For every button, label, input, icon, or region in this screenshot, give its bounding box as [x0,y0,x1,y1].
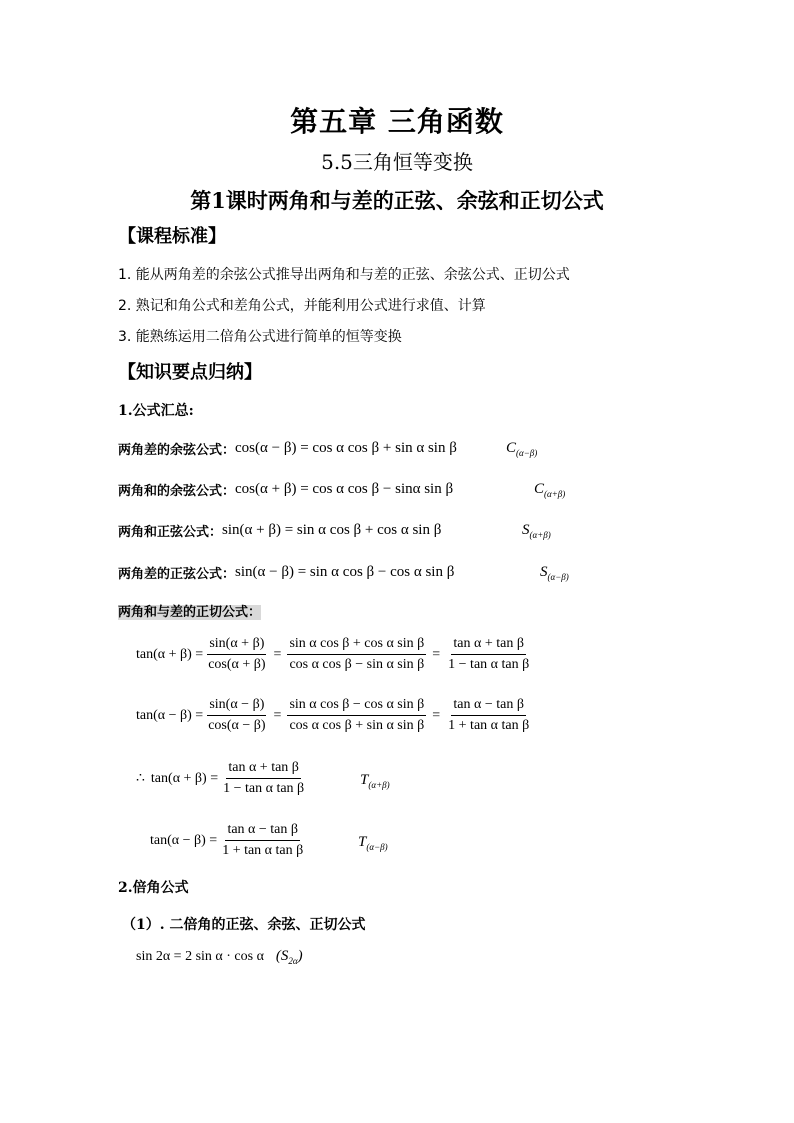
double-angle-label: 2.倍角公式 [118,880,189,896]
formula-tag-sin-double: $(S_{2\alpha})$ [275,948,303,966]
fraction: $\frac{\sin(\alpha + \beta)}{\cos(\alpha + \beta)}$ [208,636,266,672]
fraction: $\frac{\text{tan α − tan β}}{\text{1 + tan α tan β}}$ [448,697,530,733]
formula-expression: cos(α − β) = cos α cos β + sin α sin β [235,439,457,456]
fraction: $\frac{\text{tan α + tan β}}{\text{1 − tan α tan β}}$ [448,636,530,672]
formula-label: 两角和正弦公式： [118,524,223,540]
formula-label: 两角差的正弦公式： [118,566,236,582]
fraction: $\frac{\text{sin α cos β − cos α sin β}}{\text{cos α cos β + sin α sin β}}$ [289,697,425,733]
tangent-formula-label: 两角和与差的正切公式： [118,605,262,620]
standard-item-3: 3. 能熟练运用二倍角公式进行简单的恒等变换 [118,329,402,345]
fraction: $\frac{\text{tan α − tan β}}{\text{1 + tan α tan β}}$ [222,822,304,858]
formula-label: 两角差的余弦公式： [118,442,236,458]
standard-item-1: 1. 能从两角差的余弦公式推导出两角和与差的正弦、余弦公式、正切公式 [118,267,570,283]
formula-label: 两角和的余弦公式： [118,483,236,499]
formula-tag-cos-sum: $C_{(\alpha+\beta)}$ [534,481,566,499]
formula-expression: sin(α + β) = sin α cos β + cos α sin β [222,521,442,538]
formula-expression: sin(α − β) = sin α cos β − cos α sin β [235,563,455,580]
fraction: $\frac{\sin(\alpha - \beta)}{\cos(\alpha - \beta)}$ [208,697,266,733]
tan-sum-formula: ∴ tan(α + β) = $\frac{\text{tan α + tan β}}{\text{1 − tan α tan β}}$ [136,760,305,796]
formula-tag-cos-diff: $C_{(\alpha-\beta)}$ [506,440,538,458]
standard-item-2: 2. 熟记和角公式和差角公式，并能利用公式进行求值、计算 [118,298,486,314]
formula-tag-sin-diff: $S_{(\alpha-\beta)}$ [540,564,569,582]
lesson-title: 第1课时两角和与差的正弦、余弦和正切公式 [190,188,604,213]
formula-tag-tan-diff: $T_{(\alpha-\beta)}$ [358,834,388,852]
standards-heading: 【课程标准】 [118,226,226,247]
chapter-title: 第五章 三角函数 [290,105,504,138]
section-title: 5.5三角恒等变换 [321,150,473,174]
formula-cos-diff [118,436,457,460]
fraction: $\frac{\text{tan α + tan β}}{\text{1 − tan α tan β}}$ [223,760,305,796]
formula-expression: cos(α + β) = cos α cos β − sinα sin β [235,480,454,497]
formula-tag-sin-sum: $S_{(\alpha+\beta)}$ [522,522,551,540]
formula-sin-sum [118,518,441,542]
tan-diff-formula: tan(α − β) = $\frac{\text{tan α − tan β}}{\text{1 + tan α tan β}}$ [150,822,304,858]
knowledge-heading: 【知识要点归纳】 [118,362,262,383]
formula-sin-diff [118,560,454,584]
fraction: $\frac{\text{sin α cos β + cos α sin β}}{\text{cos α cos β − sin α sin β}}$ [289,636,425,672]
tan-sum-derivation: tan(α + β) = $\frac{\sin(\alpha + \beta)}{\cos(\alpha + \beta)}$ = $\frac{\text{sin α cos β + cos α sin β}}{\text{cos α cos β − sin α sin β}}$ = $\frac{\text{tan α + tan β}}{\text{1 − tan α tan β}}$ [136,636,530,672]
tan-diff-derivation: tan(α − β) = $\frac{\sin(\alpha - \beta)}{\cos(\alpha - \beta)}$ = $\frac{\text{sin α cos β − cos α sin β}}{\text{cos α cos β + sin α sin β}}$ = $\frac{\text{tan α − tan β}}{\text{1 + tan α tan β}}$ [136,697,530,733]
double-angle-sin-formula: sin 2α = 2 sin α · cos α $(S_{2\alpha})$ [136,948,303,966]
double-angle-sub-label: （1）. 二倍角的正弦、余弦、正切公式 [122,917,366,933]
formula-cos-sum [118,477,453,501]
formula-summary-label: 1.公式汇总: [118,403,194,419]
formula-tag-tan-sum: $T_{(\alpha+\beta)}$ [360,772,390,790]
